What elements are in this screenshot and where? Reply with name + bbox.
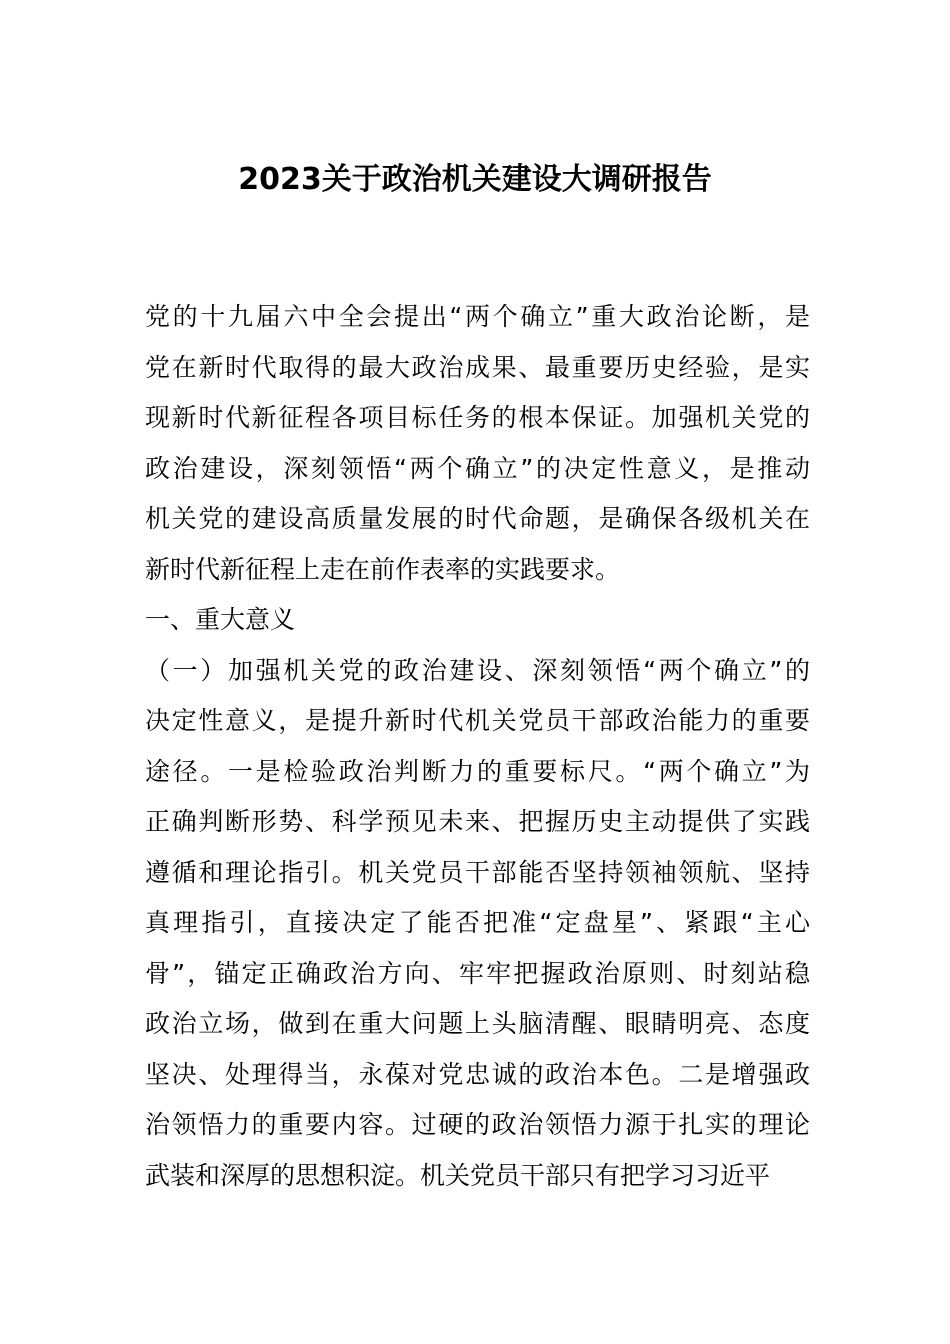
body-line: （一）加强机关党的政治建设、深刻领悟“两个确立”的 [145, 655, 810, 685]
body-line: 遵循和理论指引。机关党员干部能否坚持领袖领航、坚持 [145, 857, 810, 887]
body-line: 坚决、处理得当，永葆对党忠诚的政治本色。二是增强政 [145, 1059, 810, 1089]
document-body [145, 292, 810, 1201]
document-title: 2023关于政治机关建设大调研报告 [238, 162, 712, 197]
body-line: 机关党的建设高质量发展的时代命题，是确保各级机关在 [145, 504, 810, 533]
body-line: 正确判断形势、科学预见未来、把握历史主动提供了实践 [145, 807, 810, 836]
body-line: 政治建设，深刻领悟“两个确立”的决定性意义，是推动 [145, 453, 810, 483]
body-line: 真理指引，直接决定了能否把准“定盘星”、紧跟“主心 [145, 908, 810, 937]
body-line: 治领悟力的重要内容。过硬的政治领悟力源于扎实的理论 [145, 1110, 810, 1139]
body-line: 途径。一是检验政治判断力的重要标尺。“两个确立”为 [145, 756, 810, 786]
body-line: 现新时代新征程各项目标任务的根本保证。加强机关党的 [145, 403, 810, 432]
body-line: 党的十九届六中全会提出“两个确立”重大政治论断，是 [145, 302, 810, 331]
body-line: 武装和深厚的思想积淀。机关党员干部只有把学习习近平 [145, 1160, 771, 1190]
body-line: 骨”，锚定正确政治方向、牢牢把握政治原则、时刻站稳 [145, 958, 810, 988]
body-line: 党在新时代取得的最大政治成果、最重要历史经验，是实 [145, 352, 810, 382]
body-line: 新时代新征程上走在前作表率的实践要求。 [145, 554, 621, 584]
section-heading: 一、重大意义 [145, 605, 296, 634]
body-line: 政治立场，做到在重大问题上头脑清醒、眼睛明亮、态度 [145, 1009, 810, 1038]
body-line: 决定性意义，是提升新时代机关党员干部政治能力的重要 [145, 706, 810, 735]
